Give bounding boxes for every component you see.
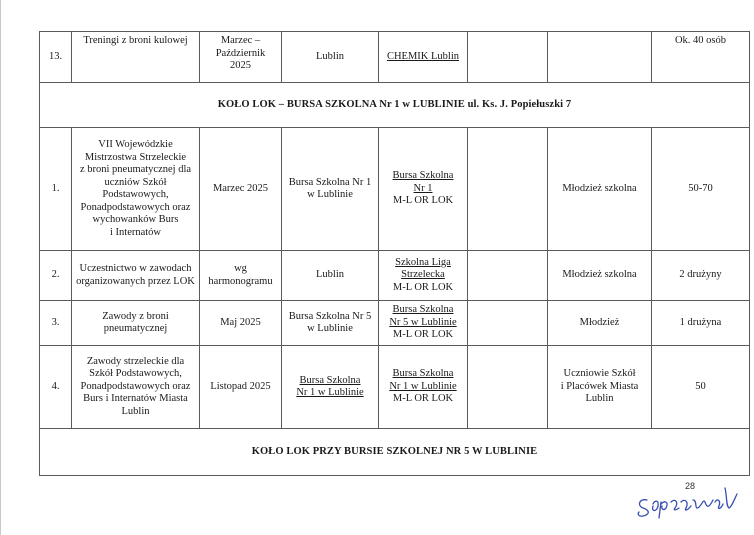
empty-cell: [468, 301, 548, 346]
event-organizer: Bursa Szkolna Nr 5 w Lublinie M-L OR LOK: [379, 301, 468, 346]
events-table: [39, 31, 750, 476]
row-number: 13.: [40, 32, 72, 83]
row-number: 3.: [40, 301, 72, 346]
event-participants: Młodzież: [548, 301, 652, 346]
row-number: 2.: [40, 251, 72, 301]
table-row: [40, 251, 750, 301]
event-place: Bursa Szkolna Nr 5 w Lublinie: [282, 301, 379, 346]
event-place: Lublin: [282, 251, 379, 301]
event-date: Listopad 2025: [200, 346, 282, 429]
event-participants: Młodzież szkolna: [548, 251, 652, 301]
section-title: KOŁO LOK PRZY BURSIE SZKOLNEJ NR 5 W LUBLINIE: [40, 429, 750, 476]
event-date: wg harmonogramu: [200, 251, 282, 301]
event-date: Marzec 2025: [200, 128, 282, 251]
event-organizer: CHEMIK Lublin: [379, 32, 468, 83]
event-count: 50-70: [652, 128, 750, 251]
section-header-row: [40, 83, 750, 128]
event-participants: [548, 32, 652, 83]
event-count: 2 drużyny: [652, 251, 750, 301]
empty-cell: [468, 251, 548, 301]
event-count: 1 drużyna: [652, 301, 750, 346]
event-count: 50: [652, 346, 750, 429]
event-date: Maj 2025: [200, 301, 282, 346]
event-name: Zawody z broni pneumatycznej: [72, 301, 200, 346]
section-header-row: [40, 429, 750, 476]
event-name: VII Wojewódzkie Mistrzostwa Strzeleckie z broni pneumatycznej dla uczniów Szkół Podstawowych, Ponadpodstawowych oraz wychowanków Burs i Internatów: [72, 128, 200, 251]
event-participants: Młodzież szkolna: [548, 128, 652, 251]
event-name: Zawody strzeleckie dla Szkół Podstawowych, Ponadpodstawowych oraz Burs i Internatów Miasta Lublin: [72, 346, 200, 429]
section-title: KOŁO LOK – BURSA SZKOLNA Nr 1 w LUBLINIE ul. Ks. J. Popiełuszki 7: [40, 83, 750, 128]
row-number: 1.: [40, 128, 72, 251]
page-number: 28: [685, 481, 696, 491]
signature-image: [631, 478, 743, 522]
event-name: Uczestnictwo w zawodach organizowanych przez LOK: [72, 251, 200, 301]
event-place: Bursa Szkolna Nr 1 w Lublinie: [282, 346, 379, 429]
event-count: Ok. 40 osób: [652, 32, 750, 83]
table-row: [40, 128, 750, 251]
empty-cell: [468, 32, 548, 83]
event-place: Lublin: [282, 32, 379, 83]
event-date: Marzec – Październik 2025: [200, 32, 282, 83]
empty-cell: [468, 346, 548, 429]
row-number: 4.: [40, 346, 72, 429]
event-name: Treningi z broni kulowej: [72, 32, 200, 83]
table-row: [40, 301, 750, 346]
table-row: [40, 32, 750, 83]
table-row: [40, 346, 750, 429]
event-participants: Uczniowie Szkół i Placówek Miasta Lublin: [548, 346, 652, 429]
event-place: Bursa Szkolna Nr 1 w Lublinie: [282, 128, 379, 251]
event-organizer: Bursa Szkolna Nr 1 M-L OR LOK: [379, 128, 468, 251]
event-organizer: Szkolna Liga Strzelecka M-L OR LOK: [379, 251, 468, 301]
event-organizer: Bursa Szkolna Nr 1 w Lublinie M-L OR LOK: [379, 346, 468, 429]
empty-cell: [468, 128, 548, 251]
